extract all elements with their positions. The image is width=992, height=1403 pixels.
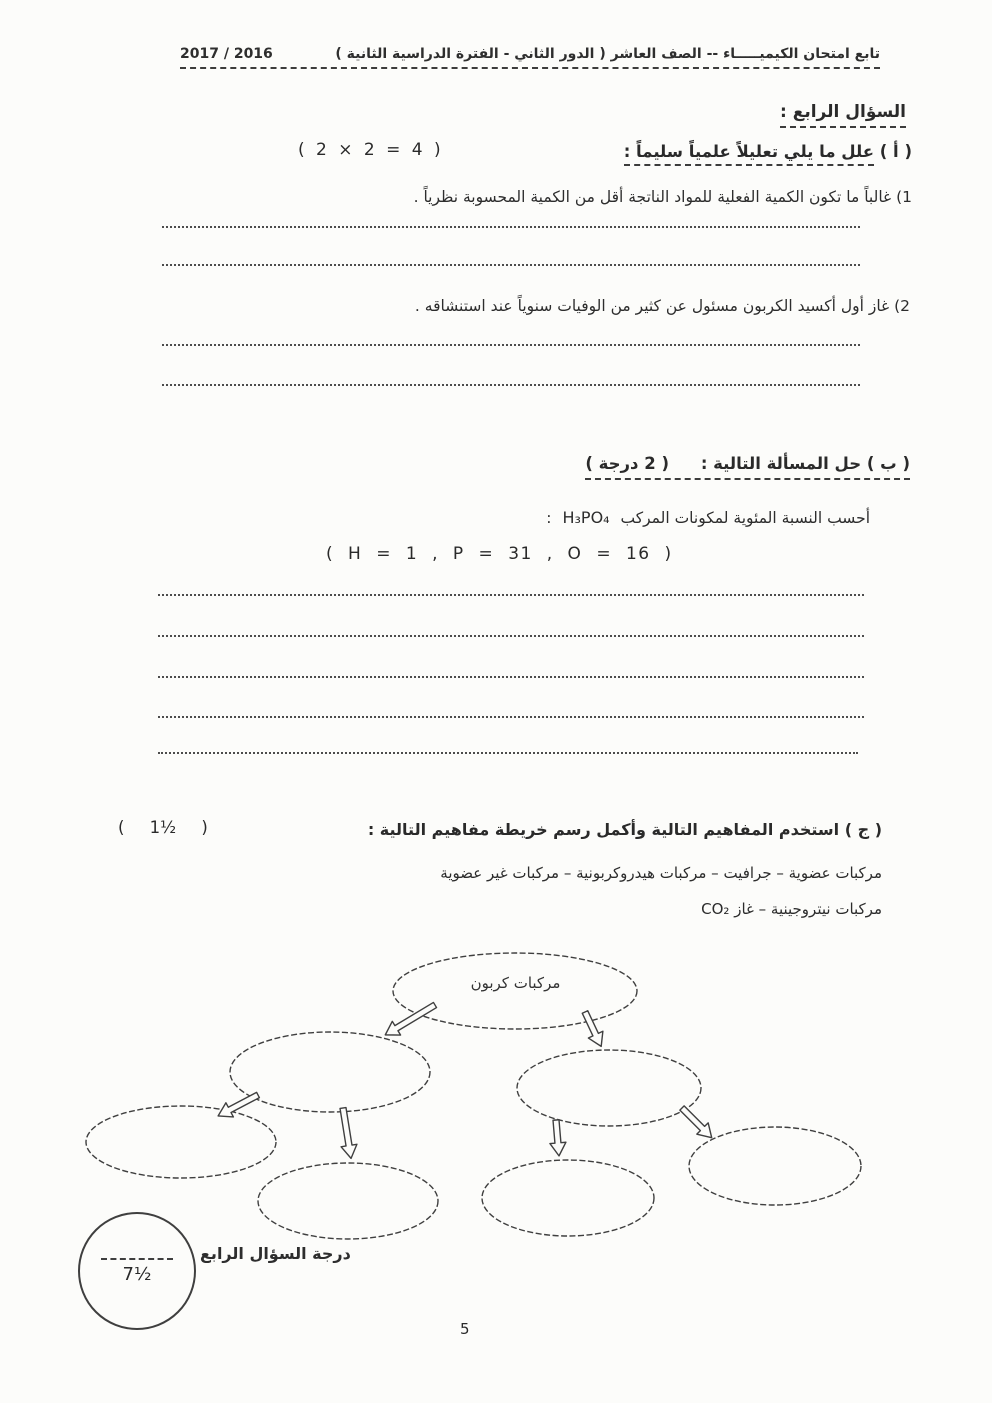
concept-map-arrow (335, 1107, 359, 1160)
concept-map-root-label: مركبات كربون (470, 974, 561, 992)
answer-line (162, 264, 860, 266)
concept-map-arrow (578, 1009, 609, 1050)
concepts-line-2: مركبات نيتروجينية – غاز CO₂ (701, 900, 882, 918)
header-year: 2017 / 2016 (180, 46, 273, 62)
score-blank-line (101, 1258, 173, 1260)
answer-line (158, 594, 864, 596)
page-number: 5 (460, 1320, 470, 1338)
part-b-task-text: أحسب النسبة المئوية لمكونات المركب (620, 509, 870, 527)
part-c-heading-text: استخدم المفاهيم التالية وأكمل رسم خريطة مفاهيم التالية : (367, 820, 840, 839)
concepts-line-1: مركبات عضوية – جرافيت – مركبات هيدروكربونية – مركبات غير عضوية (440, 864, 882, 882)
part-a-item-1: 1) غالباً ما تكون الكمية الفعلية للمواد الناتجة أقل من الكمية المحسوبة نظرياً . (413, 188, 912, 206)
concept-map-arrow (548, 1119, 567, 1156)
concept-map-node-empty (482, 1160, 654, 1236)
answer-line (162, 384, 860, 386)
score-caption: درجة السؤال الرابع (200, 1244, 351, 1263)
answer-line (158, 752, 858, 754)
chemical-formula: H₃PO₄ (562, 508, 610, 527)
answer-line (158, 676, 864, 678)
part-c-heading (368, 820, 882, 839)
part-b-marks: ( 2 درجة ) (585, 454, 670, 473)
concept-map-arrow (381, 998, 439, 1042)
question-title: السؤال الرابع : (780, 102, 906, 128)
concept-map-node-empty (230, 1032, 430, 1112)
answer-line (162, 344, 860, 346)
score-circle (78, 1212, 196, 1330)
part-c-marks: ( 1½ ) (118, 818, 208, 837)
concept-map-arrow (214, 1088, 261, 1123)
part-b-task (546, 508, 870, 527)
page-header (180, 46, 880, 69)
part-b-label: ( ب ) (866, 454, 910, 473)
answer-line (158, 635, 864, 637)
answer-line (158, 716, 864, 718)
part-a-item-2: 2) غاز أول أكسيد الكربون مسئول عن كثير من الوفيات سنوياً عند استنشاقه . (414, 297, 910, 315)
score-value: 7½ (122, 1263, 152, 1285)
concept-map-node-empty (517, 1050, 701, 1126)
task-colon: : (546, 509, 552, 527)
part-b-heading-text: حل المسألة التالية : (700, 454, 862, 473)
concept-map-node-empty (689, 1127, 861, 1205)
part-c-label: ( ج ) (844, 820, 882, 839)
part-a-label: ( أ ) (879, 142, 912, 161)
header-title: تابع امتحان الكيميـــــاء -- الصف العاشر ( الدور الثاني - الفترة الدراسية الثانية ) (335, 46, 880, 62)
atomic-masses: ( H = 1 , P = 31 , O = 16 ) (326, 544, 673, 564)
concept-map-arrow (676, 1102, 717, 1143)
part-a-marks: ( 2 × 2 = 4 ) (298, 140, 441, 160)
answer-line (162, 226, 860, 228)
concept-map-node-empty (86, 1106, 276, 1178)
part-a-heading (624, 142, 912, 161)
concept-map-node-empty (258, 1163, 438, 1239)
part-a-heading-text: علل ما يلي تعليلاً علمياً سليماً : (624, 142, 874, 166)
part-b-heading (585, 454, 910, 480)
